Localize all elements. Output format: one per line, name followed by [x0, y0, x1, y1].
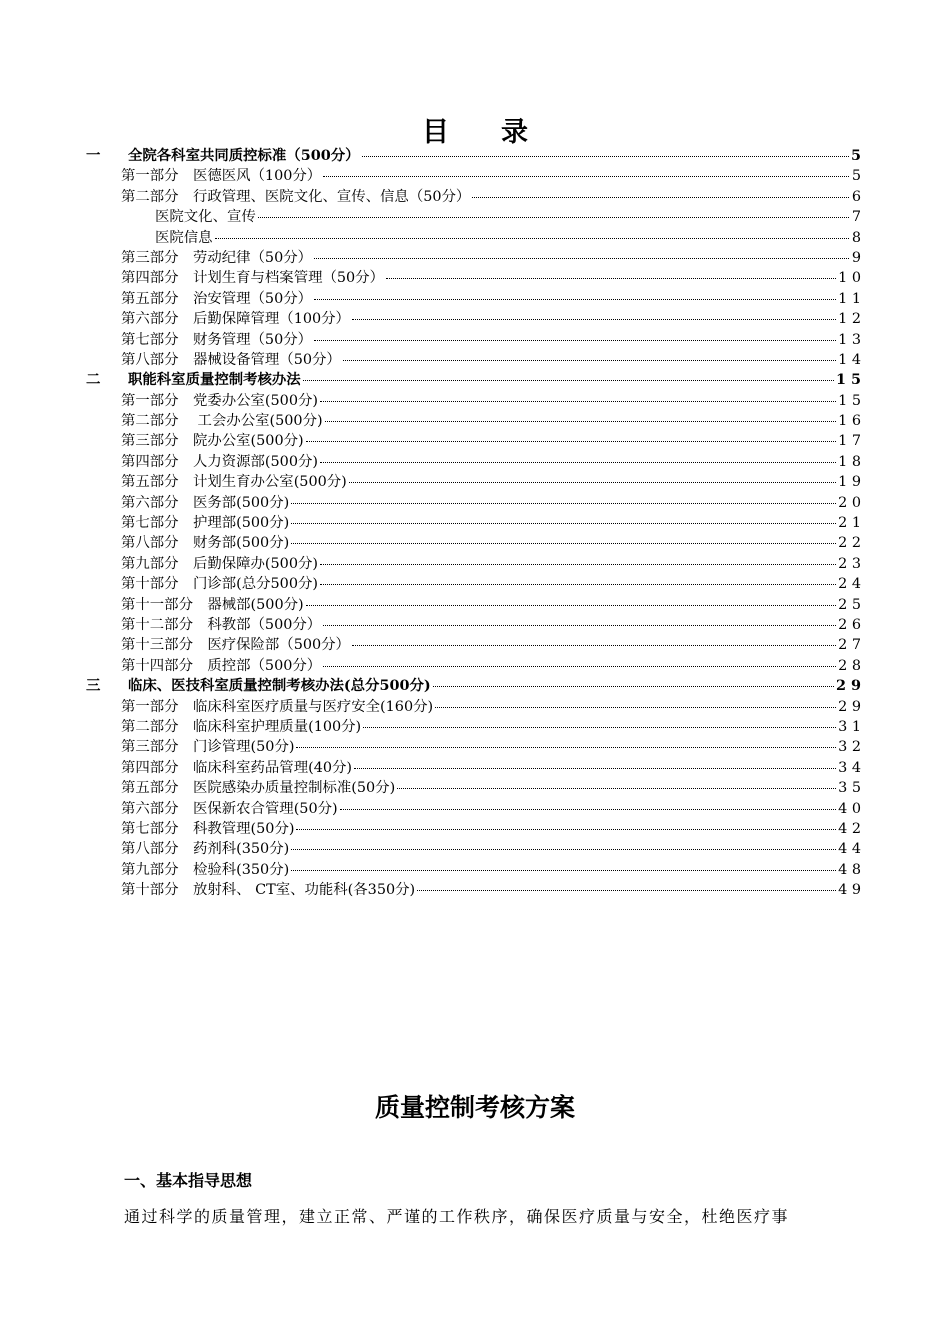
toc-dot-leader [323, 175, 849, 177]
toc-entry-row[interactable] [86, 452, 861, 472]
toc-dot-leader [417, 889, 836, 891]
toc-entry-label: 第十三部分 医疗保险部（500分） [121, 637, 350, 654]
toc-page-number: 5 [851, 168, 861, 185]
toc-entry-row[interactable] [86, 574, 861, 594]
toc-entry-row[interactable] [86, 656, 861, 676]
toc-entry-label: 第六部分 医务部(500分) [121, 494, 290, 511]
toc-entry-label: 第十部分 放射科、 CT室、功能科(各350分) [121, 882, 416, 899]
toc-dot-leader [325, 420, 837, 422]
toc-entry-row[interactable] [86, 166, 861, 186]
toc-entry-label: 第二部分 临床科室护理质量(100分) [121, 718, 362, 735]
toc-entry-label: 第四部分 人力资源部(500分) [121, 453, 318, 470]
toc-page-number: 2 8 [838, 657, 861, 674]
toc-page-number: 2 7 [838, 637, 861, 654]
toc-dot-leader [296, 746, 836, 748]
toc-entry-label: 全院各科室共同质控标准（500分） [128, 147, 360, 164]
toc-entry-label: 第三部分 门诊管理(50分) [121, 739, 295, 756]
toc-entry-label: 第八部分 财务部(500分) [121, 535, 290, 552]
toc-entry-label: 第五部分 医院感染办质量控制标准(50分) [121, 780, 396, 797]
toc-page-number: 1 5 [838, 392, 861, 409]
toc-entry-row[interactable] [86, 268, 861, 288]
toc-entry-label: 第五部分 治安管理（50分） [121, 290, 312, 307]
toc-page-number: 7 [851, 209, 861, 226]
toc-entry-label: 第九部分 检验科(350分) [121, 861, 290, 878]
toc-entry-row[interactable] [86, 493, 861, 513]
toc-entry-row[interactable] [86, 330, 861, 350]
toc-entry-label: 第一部分 临床科室医疗质量与医疗安全(160分) [121, 698, 434, 715]
toc-entry-row[interactable] [86, 737, 861, 757]
toc-dot-leader [303, 379, 834, 381]
toc-page-number: 1 2 [838, 311, 861, 328]
toc-dot-leader [323, 665, 836, 667]
toc-entry-row[interactable] [86, 513, 861, 533]
toc-entry-row[interactable] [86, 595, 861, 615]
toc-entry-row[interactable] [86, 187, 861, 207]
toc-dot-leader [343, 359, 836, 361]
toc-page-number: 4 8 [838, 861, 861, 878]
toc-dot-leader [340, 808, 836, 810]
toc-entry-label: 第四部分 临床科室药品管理(40分) [121, 759, 353, 776]
toc-page-number: 2 4 [838, 576, 861, 593]
toc-page-number: 1 5 [835, 371, 861, 389]
toc-page-number: 4 0 [838, 800, 861, 817]
toc-dot-leader [352, 644, 836, 646]
toc-dot-leader [320, 400, 836, 402]
toc-dot-leader [435, 706, 836, 708]
toc-chapter-row[interactable] [86, 676, 861, 696]
toc-entry-label: 第十部分 门诊部(总分500分) [121, 576, 318, 593]
toc-entry-row[interactable] [86, 615, 861, 635]
toc-page-number: 2 9 [838, 698, 861, 715]
toc-page-number: 1 6 [838, 413, 861, 430]
toc-entry-label: 第十四部分 质控部（500分） [121, 657, 322, 674]
toc-dot-leader [291, 542, 836, 544]
toc-entry-label: 第十二部分 科教部（500分） [121, 616, 322, 633]
toc-page-number: 2 9 [835, 677, 861, 695]
toc-entry-row[interactable] [86, 717, 861, 737]
toc-page-number: 2 5 [838, 596, 861, 613]
toc-entry-row[interactable] [86, 860, 861, 880]
toc-entry-label: 第六部分 医保新农合管理(50分) [121, 800, 338, 817]
toc-entry-label: 第二部分 工会办公室(500分) [121, 413, 323, 430]
toc-chapter-number: 一 [86, 147, 101, 164]
toc-title: 目录 [422, 117, 580, 148]
toc-dot-leader [397, 787, 836, 789]
toc-dot-leader [323, 624, 836, 626]
toc-dot-leader [433, 685, 834, 687]
toc-page-number: 2 3 [838, 555, 861, 572]
toc-page-number: 2 2 [838, 535, 861, 552]
toc-page-number: 6 [851, 188, 861, 205]
toc-dot-leader [320, 563, 836, 565]
toc-dot-leader [352, 318, 836, 320]
toc-page-number: 4 4 [838, 841, 861, 858]
toc-entry-label: 职能科室质量控制考核办法 [128, 371, 301, 389]
body-paragraph: 通过科学的质量管理，建立正常、严谨的工作秩序，确保医疗质量与安全，杜绝医疗事 [124, 1207, 790, 1226]
toc-dot-leader [306, 440, 837, 442]
toc-page-number: 4 2 [838, 820, 861, 837]
toc-dot-leader [314, 298, 836, 300]
toc-dot-leader [291, 502, 836, 504]
toc-page-number: 1 7 [838, 433, 861, 450]
toc-entry-row[interactable] [86, 228, 861, 248]
toc-dot-leader [362, 155, 849, 157]
toc-page-number: 2 6 [838, 616, 861, 633]
table-of-contents [86, 146, 861, 900]
toc-dot-leader [349, 481, 836, 483]
toc-entry-label: 第七部分 财务管理（50分） [121, 331, 312, 348]
toc-dot-leader [363, 726, 836, 728]
toc-page-number: 3 5 [838, 780, 861, 797]
toc-page-number: 1 9 [838, 474, 861, 491]
toc-chapter-row[interactable] [86, 370, 861, 390]
toc-entry-row[interactable] [86, 880, 861, 900]
toc-dot-leader [306, 604, 837, 606]
toc-page-number: 2 1 [838, 515, 861, 532]
toc-entry-label: 第六部分 后勤保障管理（100分） [121, 311, 350, 328]
toc-entry-label: 第四部分 计划生育与档案管理（50分） [121, 270, 384, 287]
toc-dot-leader [296, 828, 836, 830]
toc-entry-row[interactable] [86, 411, 861, 431]
toc-page-number: 3 2 [838, 739, 861, 756]
toc-page-number: 1 0 [838, 270, 861, 287]
toc-page-number: 5 [850, 147, 861, 164]
toc-dot-leader [320, 461, 836, 463]
toc-page-number: 2 0 [838, 494, 861, 511]
toc-entry-label: 医院信息 [155, 229, 213, 246]
toc-entry-label: 临床、医技科室质量控制考核办法(总分500分) [128, 677, 431, 695]
toc-chapter-number: 二 [86, 371, 101, 389]
toc-entry-label: 第九部分 后勤保障办(500分) [121, 555, 318, 572]
toc-dot-leader [472, 196, 849, 198]
toc-dot-leader [354, 767, 836, 769]
toc-dot-leader [291, 848, 836, 850]
toc-entry-label: 第二部分 行政管理、医院文化、宣传、信息（50分） [121, 188, 471, 205]
toc-entry-row[interactable] [86, 248, 861, 268]
toc-dot-leader [320, 583, 836, 585]
toc-entry-row[interactable] [86, 697, 861, 717]
toc-chapter-row[interactable] [86, 146, 861, 166]
toc-entry-label: 第七部分 护理部(500分) [121, 515, 290, 532]
section-heading: 一、基本指导思想 [124, 1171, 253, 1190]
toc-dot-leader [291, 869, 836, 871]
toc-entry-row[interactable] [86, 635, 861, 655]
toc-dot-leader [314, 339, 836, 341]
toc-page-number: 1 1 [838, 290, 861, 307]
toc-entry-label: 第八部分 器械设备管理（50分） [121, 351, 341, 368]
toc-entry-row[interactable] [86, 472, 861, 492]
toc-dot-leader [291, 522, 836, 524]
toc-page-number: 3 1 [838, 718, 861, 735]
toc-entry-row[interactable] [86, 778, 861, 798]
toc-entry-label: 第五部分 计划生育办公室(500分) [121, 474, 347, 491]
toc-entry-label: 第三部分 院办公室(500分) [121, 433, 304, 450]
toc-page-number: 1 8 [838, 453, 861, 470]
toc-entry-row[interactable] [86, 431, 861, 451]
toc-page-number: 8 [851, 229, 861, 246]
toc-entry-row[interactable] [86, 799, 861, 819]
toc-page-number: 3 4 [838, 759, 861, 776]
toc-entry-label: 第一部分 党委办公室(500分) [121, 392, 318, 409]
toc-page-number: 9 [851, 249, 861, 266]
toc-dot-leader [314, 257, 849, 259]
toc-entry-row[interactable] [86, 207, 861, 227]
toc-entry-row[interactable] [86, 839, 861, 859]
toc-page-number: 1 3 [838, 331, 861, 348]
toc-entry-label: 第八部分 药剂科(350分) [121, 841, 290, 858]
toc-entry-label: 第三部分 劳动纪律（50分） [121, 249, 312, 266]
toc-entry-row[interactable] [86, 819, 861, 839]
toc-page-number: 4 9 [838, 882, 861, 899]
toc-page-number: 1 4 [838, 351, 861, 368]
toc-dot-leader [258, 216, 849, 218]
toc-entry-row[interactable] [86, 350, 861, 370]
toc-dot-leader [386, 277, 836, 279]
toc-dot-leader [215, 237, 849, 239]
toc-entry-row[interactable] [86, 554, 861, 574]
toc-entry-label: 第一部分 医德医风（100分） [121, 168, 322, 185]
toc-entry-row[interactable] [86, 391, 861, 411]
toc-entry-row[interactable] [86, 309, 861, 329]
toc-chapter-number: 三 [86, 677, 101, 695]
toc-entry-label: 医院文化、宣传 [155, 209, 256, 226]
toc-entry-row[interactable] [86, 289, 861, 309]
toc-entry-label: 第十一部分 器械部(500分) [121, 596, 304, 613]
toc-entry-row[interactable] [86, 758, 861, 778]
document-title: 质量控制考核方案 [374, 1093, 575, 1122]
toc-entry-row[interactable] [86, 533, 861, 553]
toc-entry-label: 第七部分 科教管理(50分) [121, 820, 295, 837]
